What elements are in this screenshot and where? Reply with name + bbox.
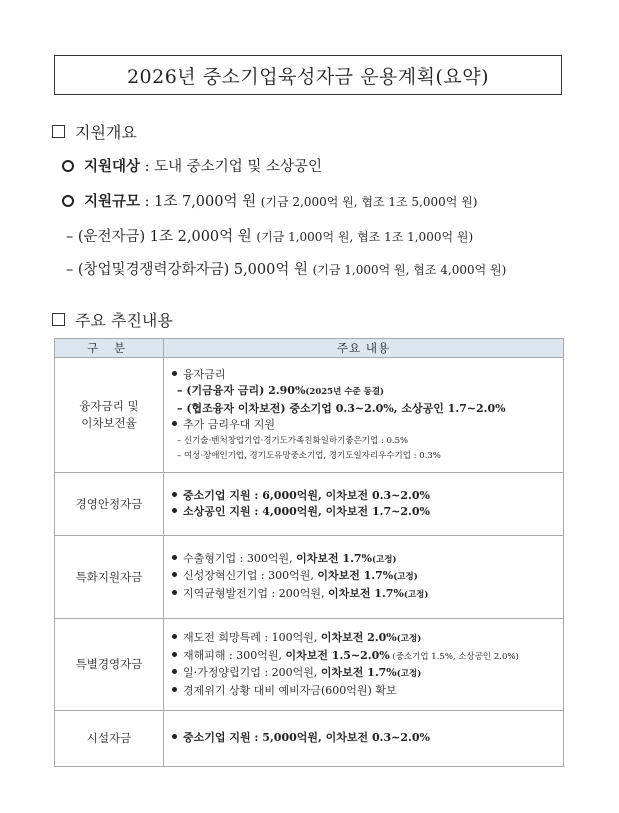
row-content [164, 711, 564, 767]
list-item: 중소기업 지원 : 5,000억원, 이차보전 0.3~2.0% [172, 730, 563, 747]
main-content-table [54, 338, 564, 767]
bullet-icon [172, 652, 177, 657]
bullet-icon [172, 572, 177, 577]
table-row [55, 711, 564, 767]
circle-bullet-icon [62, 195, 74, 207]
sub1-detail: (기금 1,000억 원, 협조 1조 1,000억 원) [256, 230, 474, 244]
sub-line-startup-capital [66, 258, 506, 279]
header-content: 주요 내용 [164, 339, 564, 358]
list-item: 경제위기 상황 대비 예비자금(600억원) 확보 [172, 683, 563, 700]
document-title-box [54, 55, 562, 95]
sub2-main: – (창업및경쟁력강화자금) 5,000억 원 [66, 262, 313, 278]
list-item: 소상공인 지원 : 4,000억원, 이차보전 1.7~2.0% [172, 504, 563, 521]
list-item: 융자금리 [172, 367, 563, 384]
header-category: 구 분 [55, 339, 164, 358]
list-item: – 여성·장애인기업, 경기도유망중소기업, 경기도일자리우수기업 : 0.3% [177, 450, 441, 461]
list-item: – (기금융자 금리) 2.90%(2025년 수준 동결) [177, 384, 385, 397]
checkbox-square-icon [52, 125, 65, 138]
row-content [164, 536, 564, 619]
row-category: 특별경영자금 [55, 619, 164, 711]
target-label: 지원대상 [84, 158, 141, 175]
bullet-icon [172, 492, 177, 497]
document-title: 2026년 중소기업육성자금 운용계획(요약) [126, 65, 490, 88]
table-row [55, 619, 564, 711]
section-overview-label: 지원개요 [75, 123, 137, 142]
row-category-line1: 융자금리 및 [79, 399, 139, 413]
section-main-label: 주요 추진내용 [75, 311, 173, 330]
target-value: : 도내 중소기업 및 소상공인 [140, 159, 323, 175]
table-row [55, 536, 564, 619]
checkbox-square-icon [52, 313, 65, 326]
row-category: 특화지원자금 [55, 536, 164, 619]
scale-detail: (기금 2,000억 원, 협조 1조 5,000억 원) [260, 195, 478, 209]
row-category: 경영안정자금 [55, 473, 164, 536]
list-item: 재도전 희망특례 : 100억원, 이차보전 2.0%(고정) [172, 630, 563, 648]
list-item: 중소기업 지원 : 6,000억원, 이차보전 0.3~2.0% [172, 488, 563, 505]
row-content [164, 619, 564, 711]
bullet-icon [172, 555, 177, 560]
list-item: 재해피해 : 300억원, 이차보전 1.5~2.0% (중소기업 1.5%, 소상공인 2.0%) [172, 648, 563, 666]
row-category [55, 358, 164, 473]
bullet-icon [172, 669, 177, 674]
list-item: – 신기술·벤처창업기업·경기도가족친화일하기좋은기업 : 0.5% [177, 435, 409, 446]
scale-line [62, 190, 477, 211]
section-overview-heading [52, 120, 137, 143]
bullet-icon [172, 508, 177, 513]
table-row [55, 473, 564, 536]
section-main-heading [52, 308, 173, 331]
list-item: 일·가정양립기업 : 200억원, 이차보전 1.7%(고정) [172, 665, 563, 683]
bullet-icon [172, 734, 177, 739]
sub1-main: – (운전자금) 1조 2,000억 원 [66, 229, 257, 245]
row-category-line2: 이차보전율 [81, 416, 137, 430]
list-item: 추가 금리우대 지원 [172, 417, 563, 434]
list-item: 수출형기업 : 300억원, 이차보전 1.7%(고정) [172, 551, 563, 569]
scale-label: 지원규모 [84, 193, 141, 210]
row-content [164, 358, 564, 473]
scale-value: : 1조 7,000억 원 [140, 194, 261, 210]
bullet-icon [172, 371, 177, 376]
table-header-row [55, 339, 564, 358]
circle-bullet-icon [62, 160, 74, 172]
list-item: – (협조융자 이차보전) 중소기업 0.3~2.0%, 소상공인 1.7~2.0% [177, 401, 506, 415]
bullet-icon [172, 687, 177, 692]
bullet-icon [172, 421, 177, 426]
sub-line-working-capital [66, 225, 473, 246]
list-item: 신성장혁신기업 : 300억원, 이차보전 1.7%(고정) [172, 568, 563, 586]
target-line [62, 155, 322, 176]
list-item: 지역균형발전기업 : 200억원, 이차보전 1.7%(고정) [172, 586, 563, 604]
row-category: 시설자금 [55, 711, 164, 767]
bullet-icon [172, 590, 177, 595]
sub2-detail: (기금 1,000억 원, 협조 4,000억 원) [312, 263, 507, 277]
table-row [55, 358, 564, 473]
bullet-icon [172, 634, 177, 639]
row-content [164, 473, 564, 536]
